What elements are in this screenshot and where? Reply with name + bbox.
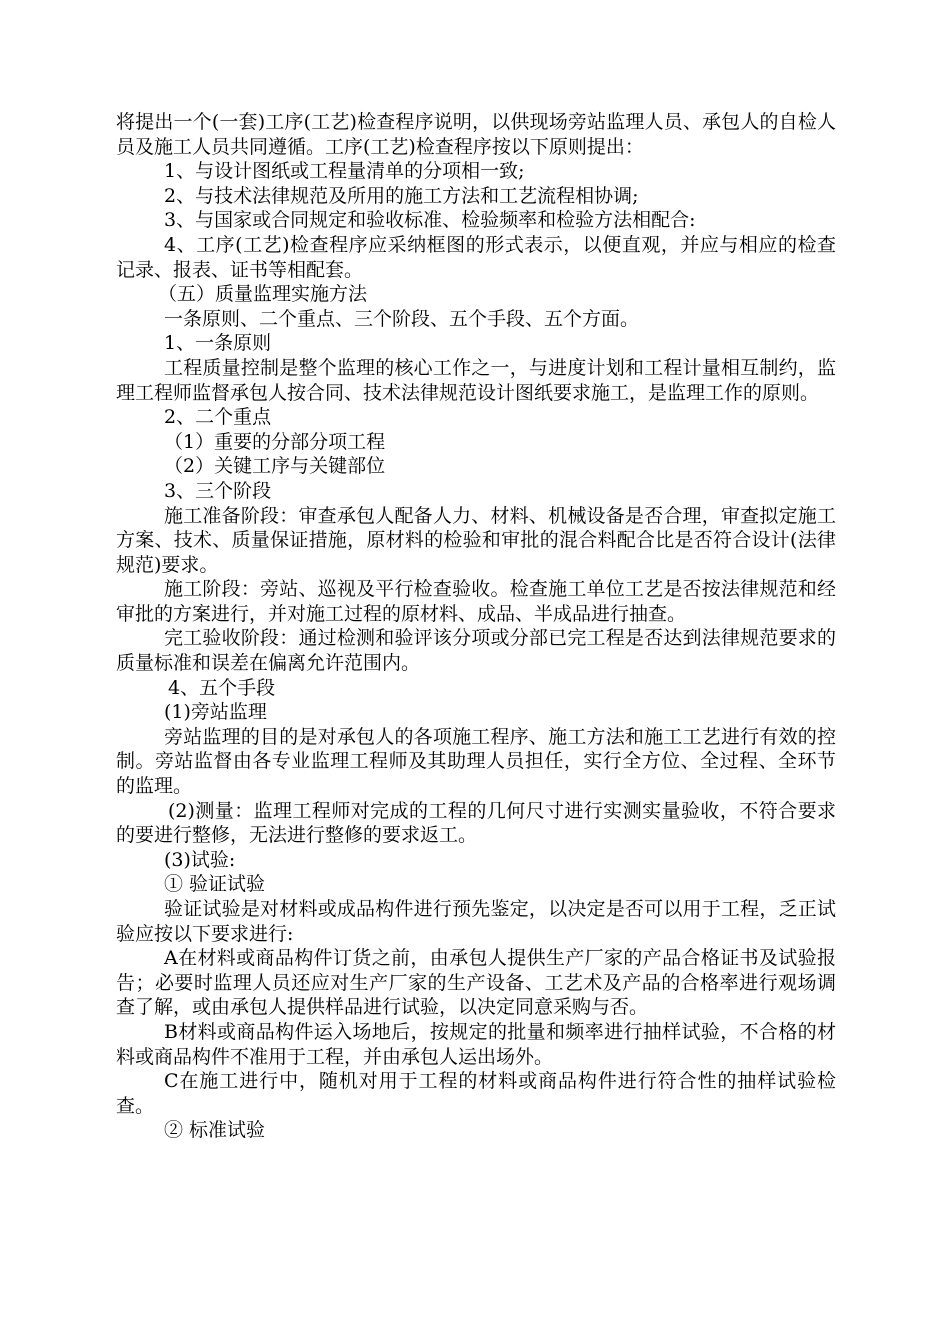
paragraph-prep-stage: 施工准备阶段：审查承包人配备人力、材料、机械设备是否合理，审查拟定施工方案、技术、质量保证措施，原材料的检验和审批的混合料配合比是否符合设计(法律规范)要求。 [116, 504, 836, 576]
list-item-focus-1: （1）重要的分部分项工程 [164, 430, 386, 453]
subheading-one-principle: 1、一条原则 [164, 332, 272, 355]
paragraph-1: 将提出一个(一套)工序(工艺)检查程序说明，以供现场旁站监理人员、承包人的自检人员及施工人员共同遵循。工序(工艺)检查程序按以下原则提出： [116, 111, 836, 158]
paragraph-acceptance-stage: 完工验收阶段：通过检测和验评该分项或分部已完工程是否达到法律规范要求的质量标准和误差在偏离允许范围内。 [116, 627, 836, 675]
paragraph-4: 3、与国家或合同规定和验收标准、检验频率和检验方法相配合: [164, 209, 696, 232]
paragraph-5: 4、工序(工艺)检查程序应采纳框图的形式表示，以便直观，并应与相应的检查记录、报表、证书等相配套。 [116, 233, 836, 281]
paragraph-9: 工程质量控制是整个监理的核心工作之一，与进度计划和工程计量相互制约，监理工程师监督承包人按合同、技术法律规范设计图纸要求施工，是监理工作的原则。 [116, 356, 836, 404]
list-item-focus-2: （2）关键工序与关键部位 [164, 455, 386, 478]
paragraph-verification: 验证试验是对材料或成品构件进行预先鉴定，以决定是否可以用于工程，乏正试验应按以下要求进行: [116, 898, 836, 945]
paragraph-2: 1、与设计图纸或工程量清单的分项相一致; [164, 160, 525, 183]
list-item-test: (3)试验: [164, 848, 236, 871]
subheading-two-focus: 2、二个重点 [164, 406, 272, 429]
subheading-three-stages: 3、三个阶段 [164, 479, 272, 502]
paragraph-item-a: A在材料或商品构件订货之前，由承包人提供生产厂家的产品合格证书及试验报告；必要时监理人员还应对生产厂家的生产设备、工艺术及产品的合格率进行观场调查了解，或由承包人提供样品进行试验，以决定同意采购与否。 [116, 947, 836, 1019]
list-item-verification-test: ① 验证试验 [164, 873, 266, 896]
paragraph-7: 一条原则、二个重点、三个阶段、五个手段、五个方面。 [164, 307, 640, 330]
paragraph-supervision: 旁站监理的目的是对承包人的各项施工程序、施工方法和施工工艺进行有效的控制。旁站监督由各专业监理工程师及其助理人员担任，实行全方位、全过程、全环节的监理。 [116, 725, 836, 798]
list-item-standard-test: ② 标准试验 [164, 1119, 266, 1142]
paragraph-3: 2、与技术法律规范及所用的施工方法和工艺流程相协调; [164, 184, 639, 207]
paragraph-measurement: (2)测量：监理工程师对完成的工程的几何尺寸进行实测实量验收，不符合要求的要进行整修，无法进行整修的要求返工。 [116, 799, 836, 847]
list-item-supervision: (1)旁站监理 [164, 701, 267, 724]
paragraph-item-b: B材料或商品构件运入场地后，按规定的批量和频率进行抽样试验，不合格的材料或商品构件不准用于工程，并由承包人运出场外。 [116, 1020, 836, 1068]
subheading-five-means: 4、五个手段 [168, 676, 276, 699]
paragraph-item-c: C在施工进行中，随机对用于工程的材料或商品构件进行符合性的抽样试验检查。 [116, 1070, 836, 1117]
document-body [116, 110, 836, 1143]
section-heading-5: （五）质量监理实施方法 [158, 283, 368, 306]
paragraph-construction-stage: 施工阶段：旁站、巡视及平行检查验收。检查施工单位工艺是否按法律规范和经审批的方案进行，并对施工过程的原材料、成品、半成品进行抽查。 [116, 578, 836, 625]
